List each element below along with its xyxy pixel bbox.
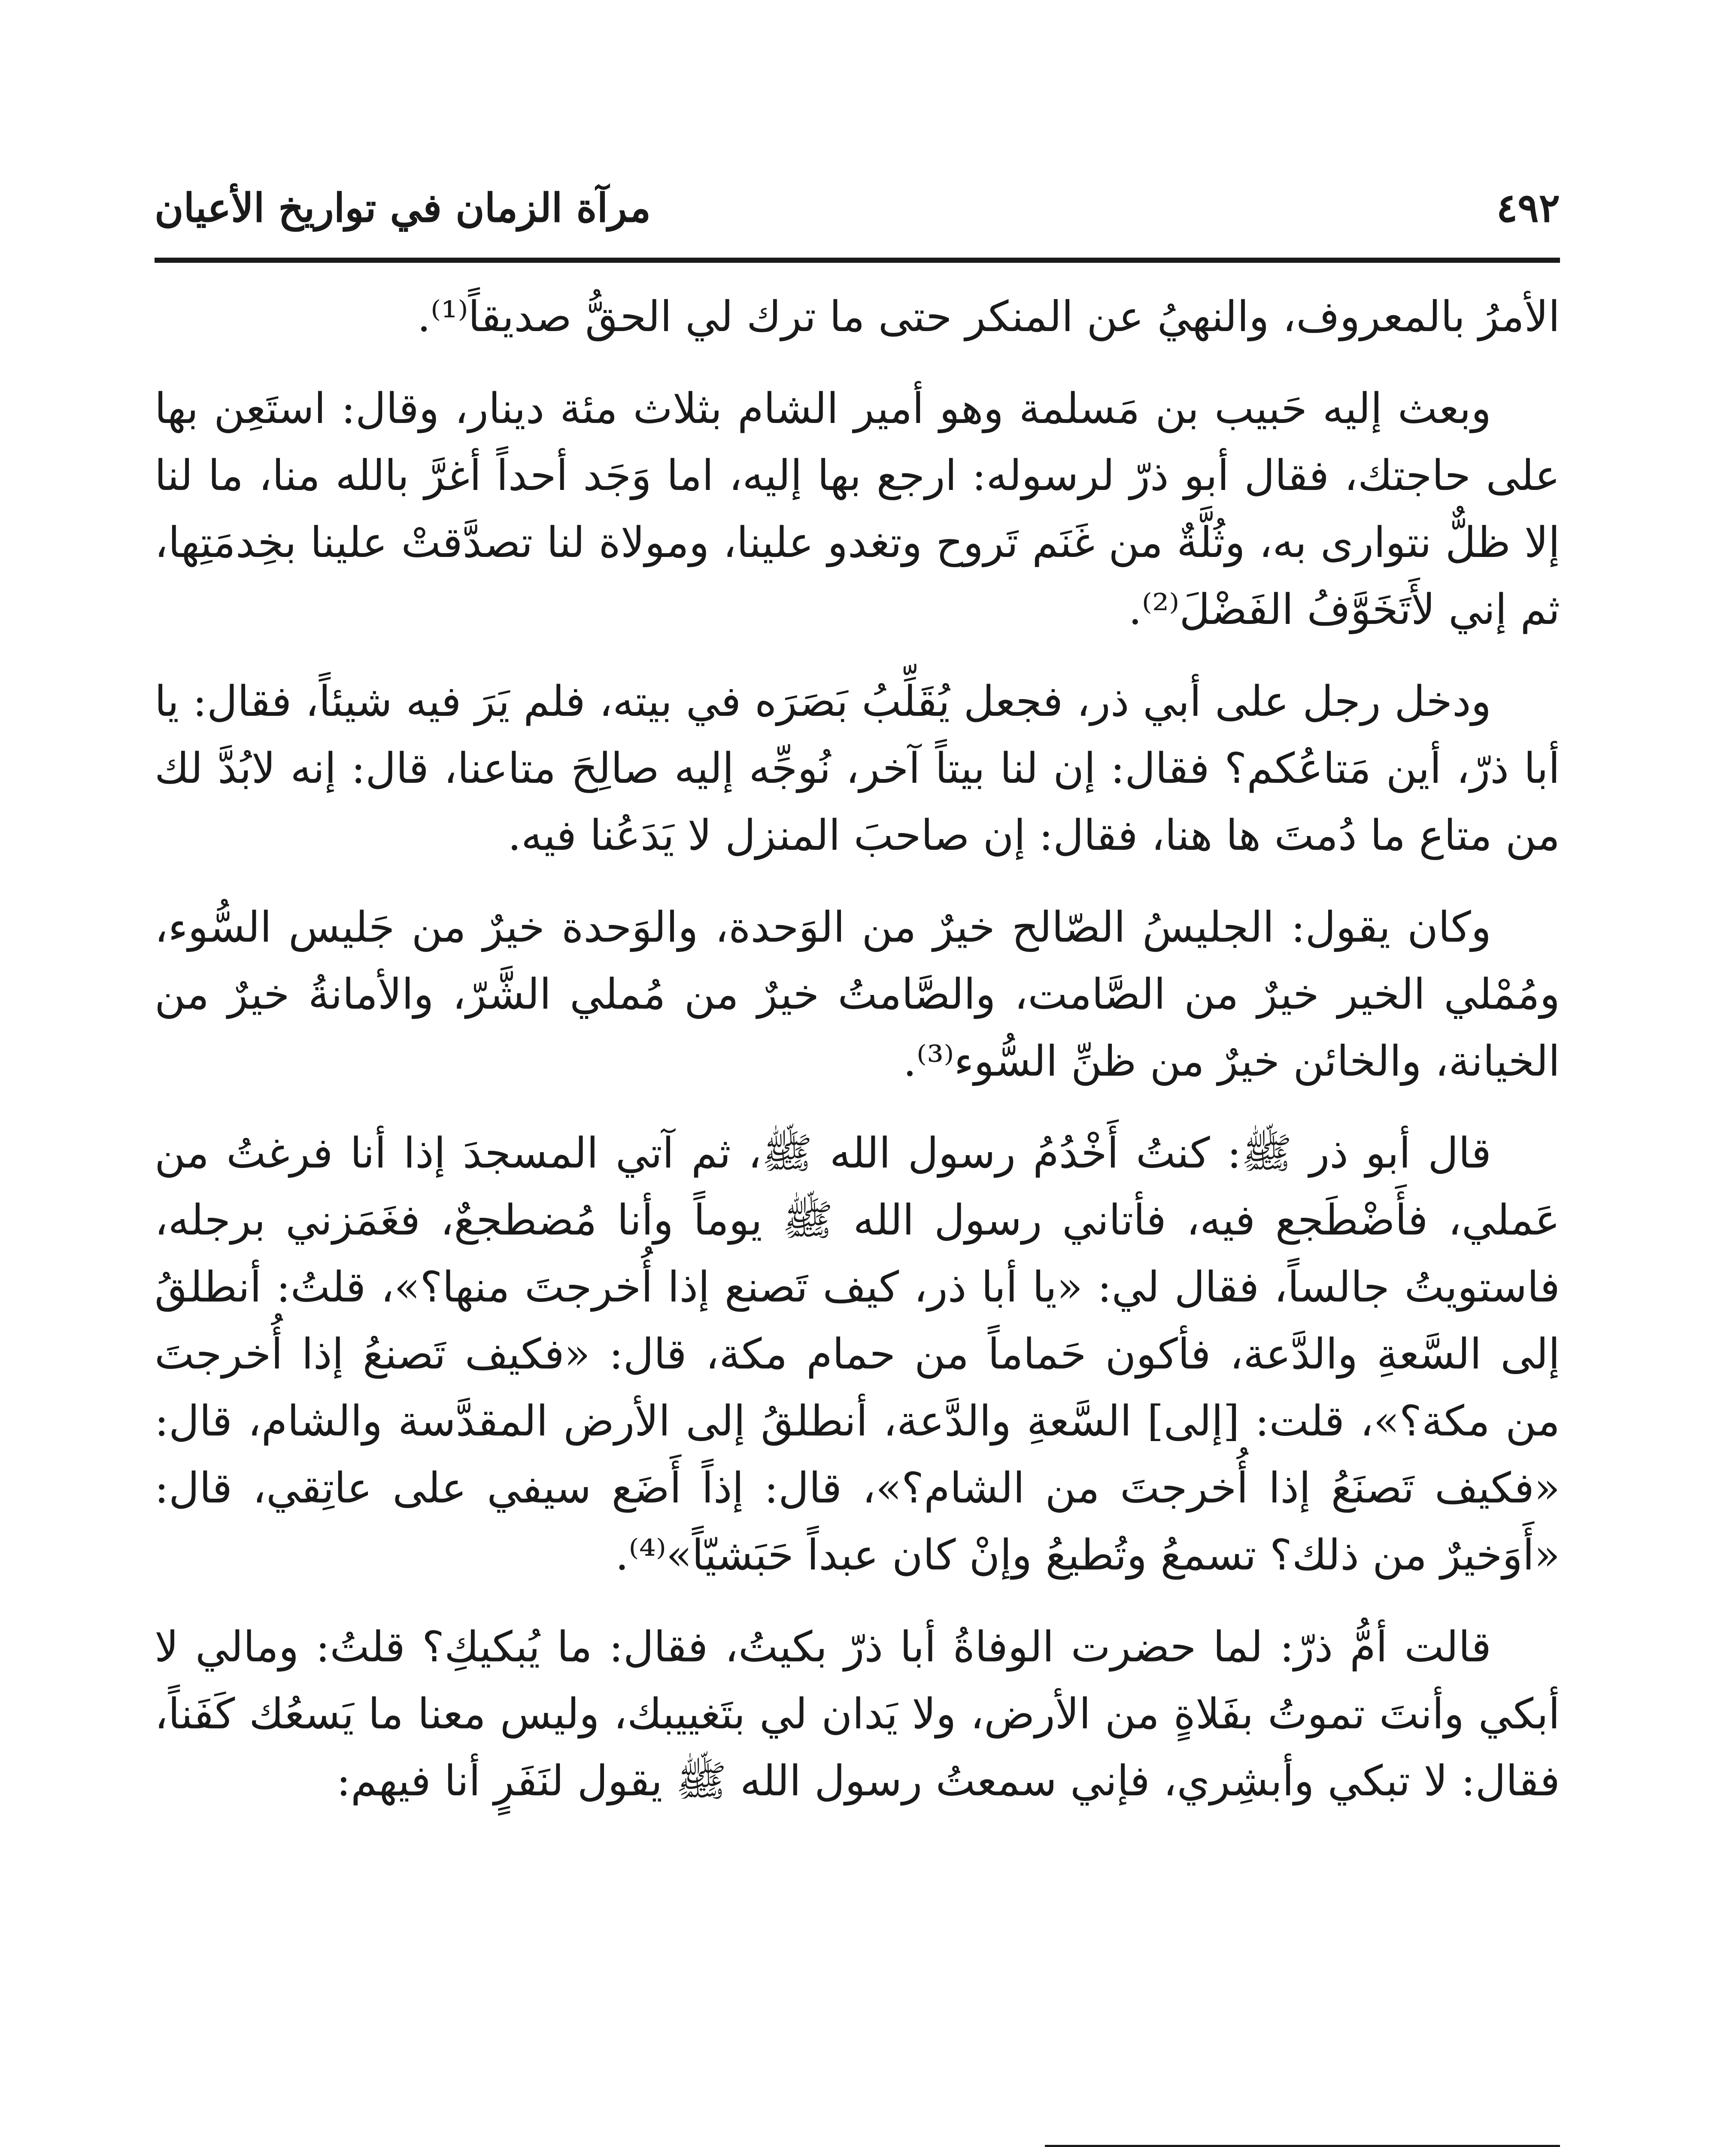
header-rule — [155, 258, 1560, 263]
footnote-rule — [1045, 2145, 1560, 2147]
book-title: مرآة الزمان في تواريخ الأعيان — [155, 185, 651, 231]
paragraph: الأمرُ بالمعروف، والنهيُ عن المنكر حتى ما ترك لي الحقُّ صديقاً⁽¹⁾. — [417, 292, 1560, 341]
running-header — [155, 180, 1560, 240]
page-number: ٤٩٢ — [1496, 185, 1560, 231]
paragraph: وكان يقول: الجليسُ الصّالح خيرٌ من الوَحدة، والوَحدة خيرٌ من جَليس السُّوء، ومُمْلي الخير خيرٌ من الصَّامت، والصَّامتُ خيرٌ من مُملي الشَّرّ، والأمانةُ خيرٌ من الخيانة، والخائن خيرٌ من ظنِّ السُّوء⁽³⁾. — [155, 903, 1560, 1086]
paragraph: ودخل رجل على أبي ذر، فجعل يُقَلِّبُ بَصَرَه في بيته، فلم يَرَ فيه شيئاً، فقال: يا أبا ذرّ، أين مَتاعُكم؟ فقال: إن لنا بيتاً آخر، نُوجِّه إليه صالِحَ متاعنا، قال: إنه لابُدَّ لك من متاع ما دُمتَ ها هنا، فقال: إن صاحبَ المنزل لا يَدَعُنا فيه. — [155, 677, 1560, 860]
paragraph: وبعث إليه حَبيب بن مَسلمة وهو أمير الشام بثلاث مئة دينار، وقال: استَعِن بها على حاجتك، فقال أبو ذرّ لرسوله: ارجع بها إليه، اما وَجَد أحداً أغرَّ بالله منا، ما لنا إلا ظلٌّ نتوارى به، وثُلَّةٌ من غَنَم تَروح وتغدو علينا، ومولاة لنا تصدَّقتْ علينا بخِدمَتِها، ثم إني لأَتَخَوَّفُ الفَضْلَ⁽²⁾. — [155, 384, 1560, 634]
main-text — [155, 283, 1560, 1840]
paragraph: قال أبو ذر ﷺ: كنتُ أَخْدُمُ رسول الله ﷺ، ثم آتي المسجدَ إذا أنا فرغتُ من عَملي، فأَضْطَجع فيه، فأتاني رسول الله ﷺ يوماً وأنا مُضطجعٌ، فغَمَزني برجله، فاستويتُ جالساً، فقال لي: «يا أبا ذر، كيف تَصنع إذا أُخرجتَ منها؟»، قلتُ: أنطلقُ إلى السَّعةِ والدَّعة، فأكون حَماماً من حمام مكة، قال: «فكيف تَصنعُ إذا أُخرجتَ من مكة؟»، قلت: [إلى] السَّعةِ والدَّعة، أنطلقُ إلى الأرض المقدَّسة والشام، قال: «فكيف تَصنَعُ إذا أُخرجتَ من الشام؟»، قال: إذاً أَضَع سيفي على عاتِقي، قال: «أَوَخيرٌ من ذلك؟ تسمعُ وتُطيعُ وإنْ كان عبداً حَبَشيّاً»⁽⁴⁾. — [155, 1129, 1560, 1580]
paragraph: قالت أمُّ ذرّ: لما حضرت الوفاةُ أبا ذرّ بكيتُ، فقال: ما يُبكيكِ؟ قلتُ: ومالي لا أبكي وأنتَ تموتُ بفَلاةٍ من الأرض، ولا يَدان لي بتَغييبك، وليس معنا ما يَسعُك كَفَناً، فقال: لا تبكي وأبشِري، فإني سمعتُ رسول الله ﷺ يقول لنَفَرٍ أنا فيهم: — [155, 1623, 1560, 1806]
